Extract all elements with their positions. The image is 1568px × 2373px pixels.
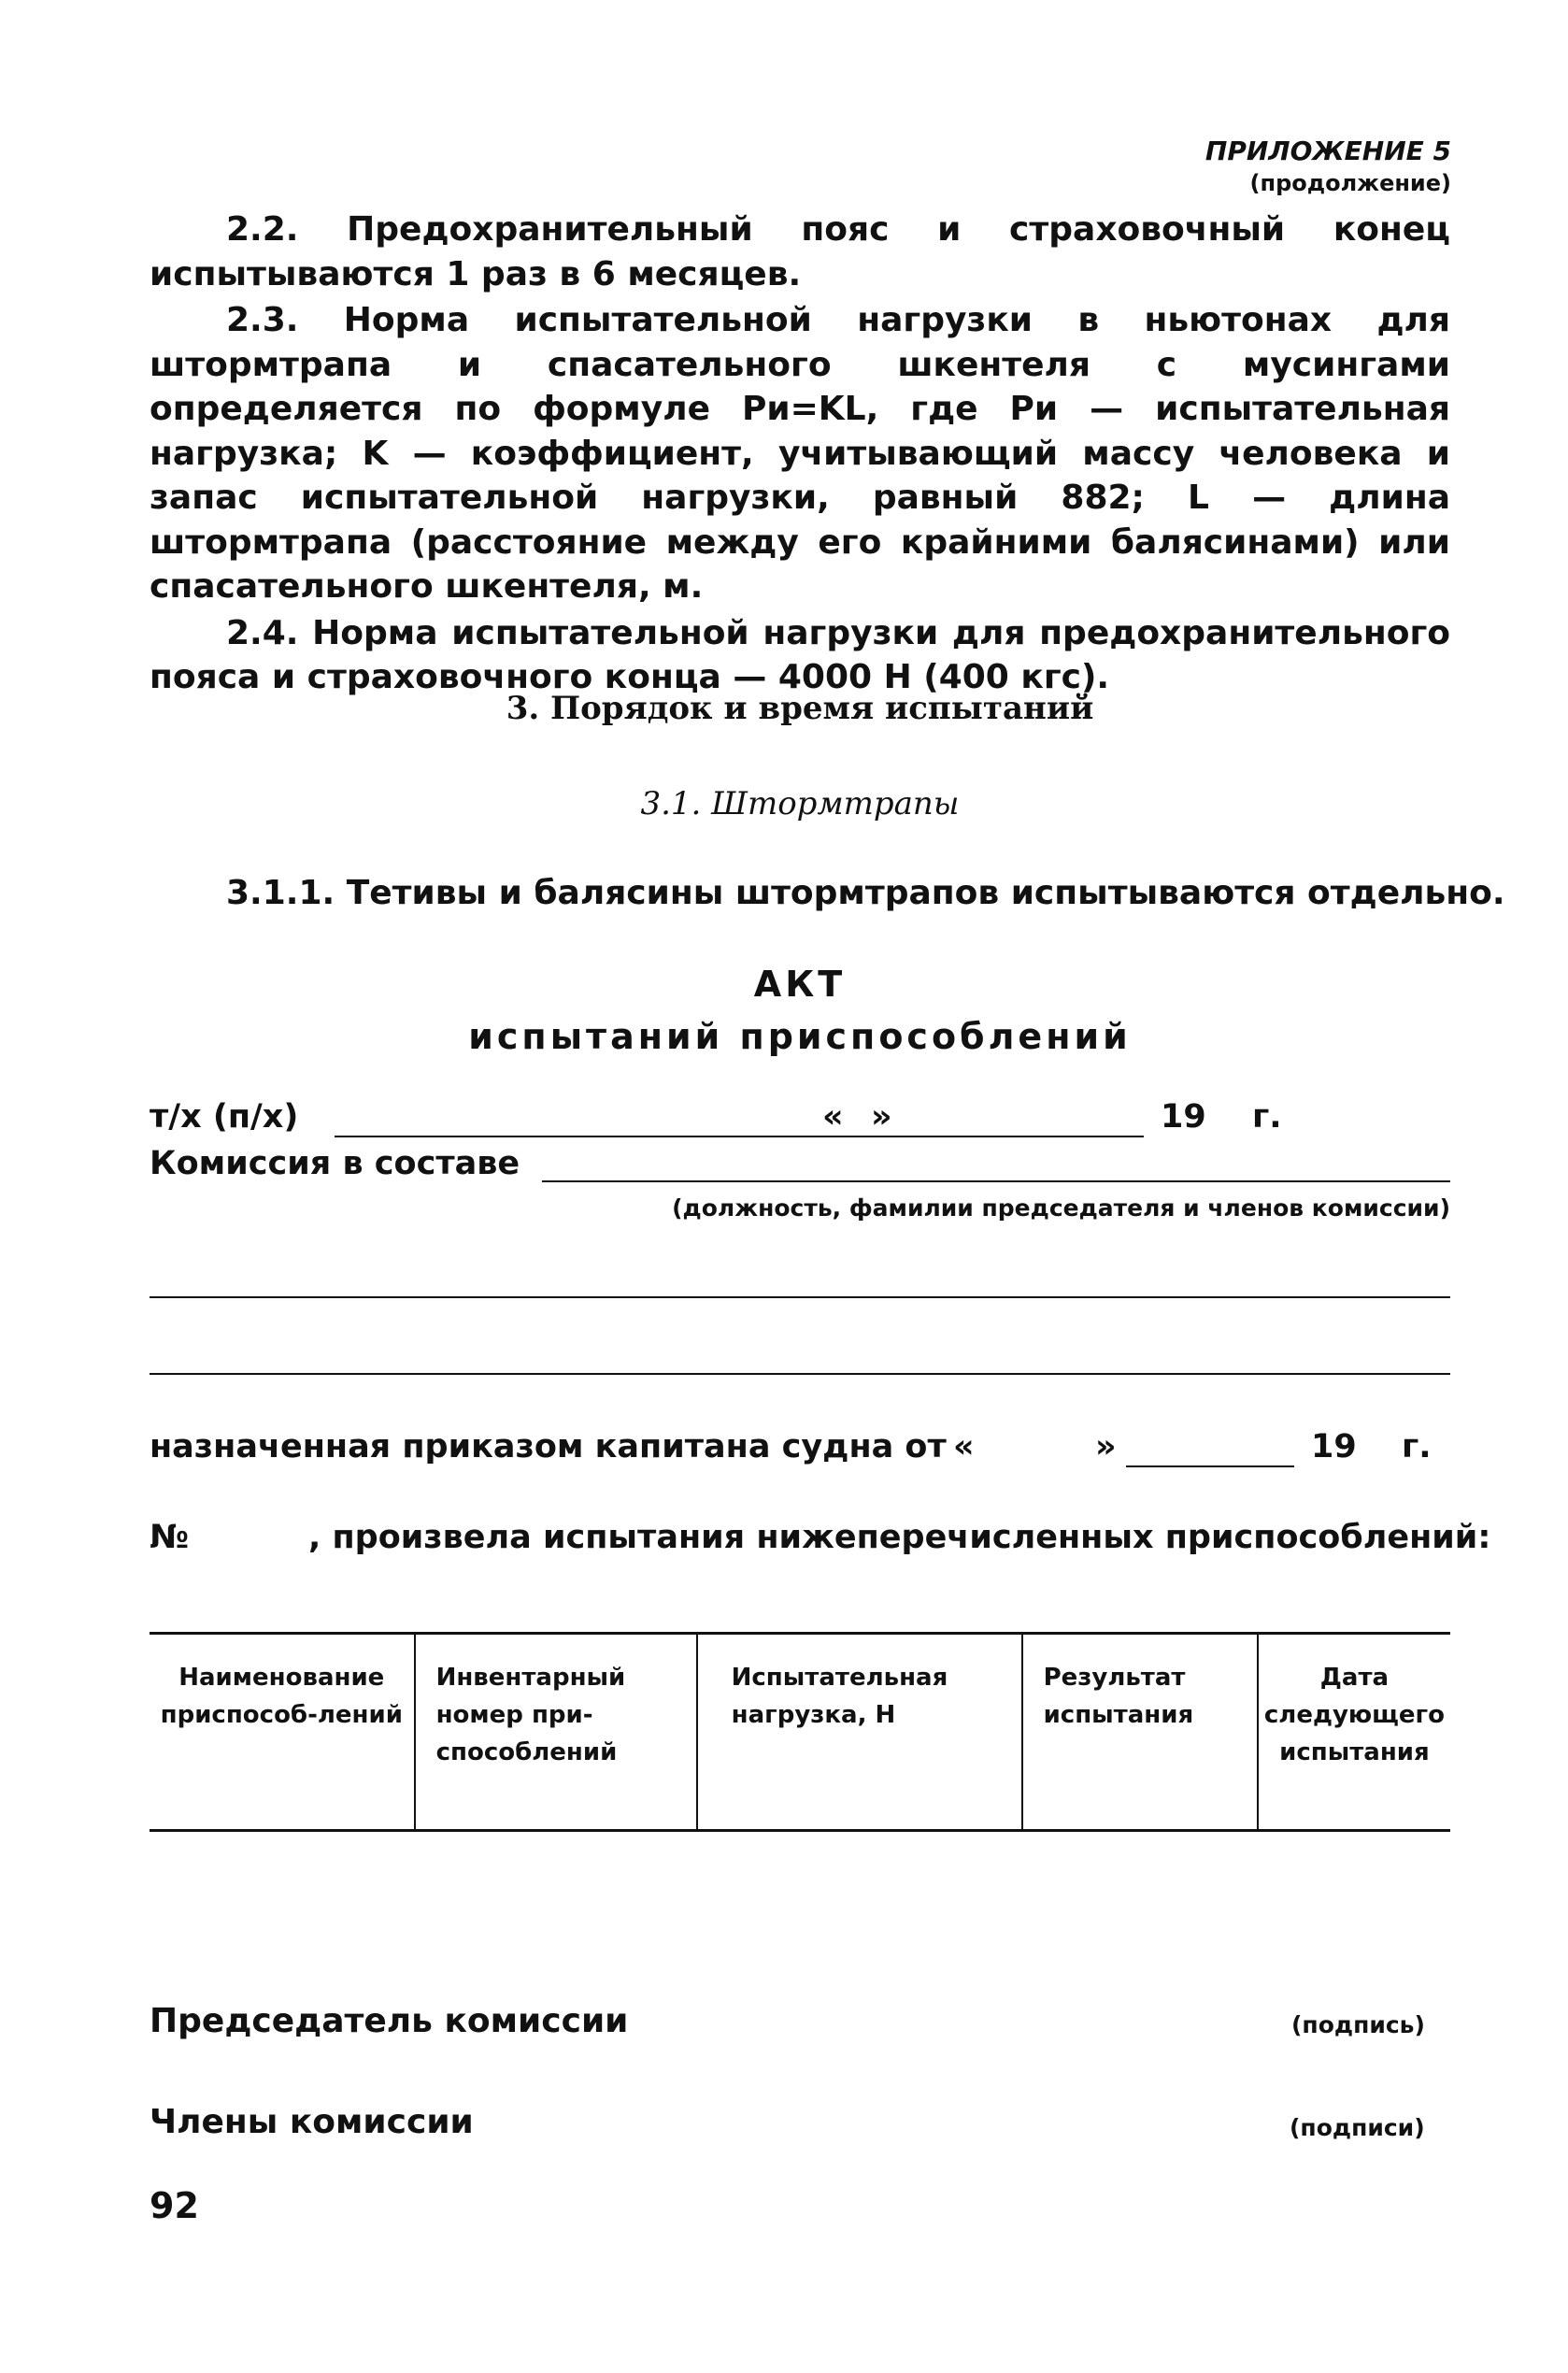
table-header-cell: Наименование приспособ-лений [150,1634,415,1831]
quote-open: « [822,1098,844,1136]
appointed-date-field[interactable] [1126,1465,1294,1467]
commission-label: Комиссия в составе [150,1145,520,1182]
table-header-row [150,1634,1450,1831]
paragraph-2-2: 2.2. Предохранительный пояс и страховочный конец испытываются 1 раз в 6 месяцев. [150,210,1450,293]
act-subtitle: испытаний приспособлений [468,1016,1132,1057]
table-header-cell: Результат испытания [1022,1634,1258,1831]
performed-text: , произвела испытания нижеперечисленных приспособлений: [308,1519,1491,1556]
members-signature-caption: (подписи) [1290,2114,1425,2141]
act-title: АКТ [753,964,847,1005]
appendix-title: ПРИЛОЖЕНИЕ 5 [1205,136,1451,166]
appointed-quote-open: « [953,1428,975,1465]
paragraph-2-4: 2.4. Норма испытательной нагрузки для предохранительного пояса и страховочного конца — 4000 Н (400 кгс). [150,613,1450,696]
vessel-line [150,1098,1450,1145]
section-title: 3. Порядок и время испытаний [506,690,1094,727]
quote-close: » [871,1098,892,1136]
vessel-label: т/х (п/х) [150,1098,299,1136]
order-number-line [150,1519,1491,1565]
page-number: 92 [150,2185,199,2226]
appointed-quote-close: » [1095,1428,1117,1465]
members-label: Члены комиссии [150,2103,474,2141]
commission-line [150,1145,1450,1192]
commission-field-line-3[interactable] [150,1373,1450,1375]
body-text [150,207,1450,700]
clause-3-1-1: 3.1.1. Тетивы и балясины штормтрапов испытываются отдельно. [226,874,1505,912]
appendix-continuation: (продолжение) [1249,170,1451,196]
table-header-cell: Инвентарный номер при-способлений [415,1634,697,1831]
appointed-year-suffix: г. [1402,1428,1432,1465]
act-heading [150,958,1450,1063]
subsection-title: 3.1. Штормтрапы [640,785,960,822]
test-results-table [150,1632,1450,1832]
commission-field[interactable] [542,1180,1450,1182]
appointed-line [150,1428,1450,1475]
year-prefix: 19 [1161,1098,1206,1136]
number-sign: № [150,1519,190,1556]
chairman-label: Председатель комиссии [150,2002,629,2040]
commission-field-line-2[interactable] [150,1296,1450,1298]
appointed-text: назначенная приказом капитана судна от [150,1428,947,1465]
chairman-signature-caption: (подпись) [1291,2011,1425,2038]
table-header-cell: Испытательная нагрузка, Н [697,1634,1022,1831]
year-suffix: г. [1252,1098,1282,1136]
table-header-cell: Дата следующего испытания [1258,1634,1450,1831]
vessel-name-field[interactable] [335,1136,940,1137]
commission-caption: (должность, фамилии председателя и членов комиссии) [672,1194,1450,1222]
appendix-header [1205,136,1451,199]
date-field[interactable] [936,1136,1144,1137]
paragraph-2-3: 2.3. Норма испытательной нагрузки в ньютонах для штормтрапа и спасательного шкентеля с мусингами определяется по формуле Pи=KL, где Pи — испытательная нагрузка; K — коэффициент, учитывающий массу человека и запас испытательной нагрузки, равный 882; L — длина штормтрапа (расстояние между его крайними балясинами) или спасательного шкентеля, м. [150,301,1450,606]
appointed-year-prefix: 19 [1311,1428,1357,1465]
